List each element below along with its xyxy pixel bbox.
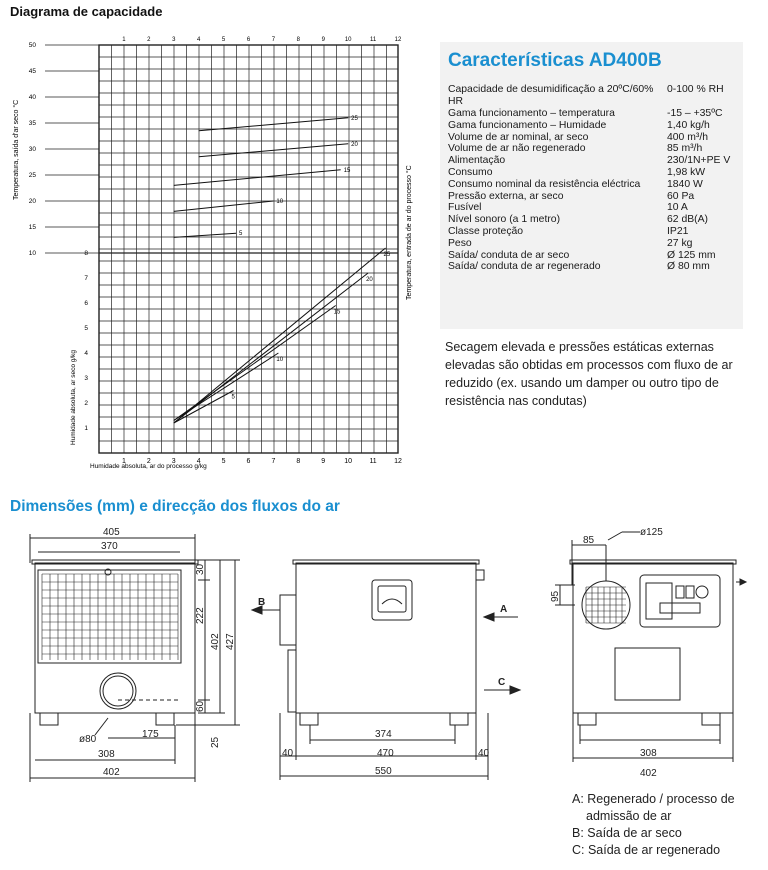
back-view [555, 532, 746, 762]
left-tick-label: 4 [84, 350, 88, 357]
bottom-tick-label: 8 [296, 458, 301, 465]
left-tick-label: 20 [28, 198, 36, 205]
label-b: B [258, 597, 266, 608]
top-ticks [122, 37, 402, 43]
left-tick-label: 5 [84, 325, 88, 332]
spec-label: Fusível [448, 202, 482, 214]
dim-85: 85 [583, 535, 595, 546]
top-tick-label: 8 [296, 37, 301, 43]
left-tick-label: 3 [84, 375, 88, 382]
left-tick-label: 15 [28, 224, 36, 231]
lower-curve [174, 391, 234, 424]
left-tick-label: 7 [84, 275, 88, 282]
flow-legend [572, 791, 735, 859]
spec-label: Capacidade de desumidificação a 20ºC/60% HR [448, 84, 654, 107]
top-tick-label: 7 [271, 37, 276, 43]
dim-370: 370 [101, 541, 118, 552]
dim-30: 30 [195, 563, 206, 575]
label-a: A [500, 604, 508, 615]
note-text: Secagem elevada e pressões estáticas externas elevadas são obtidas em processos com fluxo de ar reduzido (ex. usando um damper ou outro tipo de resistência nas condutas) [445, 340, 733, 408]
left-ticks [29, 42, 99, 432]
dim-phi125: ø125 [640, 527, 663, 538]
lower-left-axis-label: Humidade absoluta, ar seco g/kg [70, 349, 77, 445]
upper-curve [174, 201, 274, 211]
dimension-drawings [0, 520, 768, 790]
top-tick-label: 3 [172, 37, 176, 43]
left-tick-label: 50 [28, 42, 36, 49]
dim-308b: 308 [640, 748, 657, 759]
dim-308: 308 [98, 749, 115, 760]
bottom-tick-label: 2 [146, 458, 151, 465]
top-tick-label: 2 [147, 37, 151, 43]
dim-25: 25 [210, 736, 221, 748]
lower-curve [174, 273, 368, 423]
spec-label: Gama funcionamento – Humidade [448, 119, 607, 131]
left-tick-label: 30 [28, 146, 36, 153]
dim-405: 405 [103, 527, 120, 538]
left-tick-label: 8 [84, 250, 88, 257]
bottom-tick-label: 4 [196, 458, 201, 465]
left-tick-label: 35 [28, 120, 36, 127]
back-grille [586, 587, 626, 623]
left-tick-label: 25 [28, 172, 36, 179]
chart-title: Diagrama de capacidade [10, 4, 163, 19]
spec-value: 85 m³/h [667, 143, 703, 155]
left-tick-label: 40 [28, 94, 36, 101]
dim-phi80: ø80 [79, 734, 97, 745]
dim-402b: 402 [103, 767, 120, 778]
legend-a-cont: admissão de ar [586, 809, 672, 823]
left-tick-label: 45 [28, 68, 36, 75]
upper-curve-label: 20 [351, 141, 358, 148]
spec-value: 1,98 kW [667, 167, 706, 178]
left-tick-label: 6 [84, 300, 88, 307]
spec-value: Ø 80 mm [667, 261, 710, 273]
lower-curve-label: 5 [231, 394, 235, 401]
spec-title: Características AD400B [448, 50, 662, 71]
dim-550: 550 [375, 766, 392, 777]
bottom-tick-label: 7 [271, 458, 276, 465]
dimensions-title: Dimensões (mm) e direcção dos fluxos do ar [10, 498, 340, 515]
dim-402: 402 [210, 633, 221, 650]
lower-curve [174, 353, 279, 421]
top-tick-label: 1 [122, 37, 126, 43]
dim-427: 427 [225, 633, 236, 650]
lower-curve-label: 15 [333, 309, 341, 316]
capacity-chart [0, 22, 425, 477]
front-view [30, 534, 240, 782]
dim-222: 222 [195, 607, 206, 624]
spec-label: Volume de ar não regenerado [448, 143, 586, 155]
front-grille [42, 574, 178, 660]
spec-label: Gama funcionamento – temperatura [448, 108, 615, 119]
dim-60: 60 [195, 700, 206, 712]
bottom-tick-label: 6 [246, 458, 251, 465]
chart-curves [174, 116, 391, 423]
spec-value: -15 – +35ºC [667, 108, 723, 119]
spec-value: Ø 125 mm [667, 249, 716, 261]
spec-value: 230/1N+PE V [667, 155, 731, 167]
left-tick-label: 10 [28, 250, 36, 257]
lower-curve-label: 20 [366, 277, 373, 283]
upper-curve-label: 15 [343, 167, 351, 174]
bottom-tick-label: 9 [321, 458, 326, 465]
top-tick-label: 9 [321, 37, 325, 43]
label-c: C [498, 677, 506, 688]
spec-label: Peso [448, 237, 472, 249]
top-tick-label: 12 [394, 37, 402, 43]
upper-curve-label: 10 [276, 199, 284, 205]
upper-curve-label: 25 [351, 115, 358, 122]
dim-40b: 40 [478, 748, 490, 759]
spec-label: Saída/ conduta de ar regenerado [448, 261, 601, 273]
bottom-tick-label: 12 [394, 458, 402, 465]
dim-40a: 40 [282, 748, 294, 759]
dim-402c: 402 [640, 768, 657, 779]
spec-value: 62 dB(A) [667, 214, 709, 226]
spec-label: Consumo [448, 167, 493, 178]
bottom-tick-label: 11 [369, 458, 377, 465]
dim-470: 470 [377, 748, 394, 759]
left-tick-label: 2 [84, 400, 88, 407]
lower-curve [174, 248, 386, 423]
left-tick-label: 1 [84, 425, 88, 432]
bottom-tick-label: 1 [121, 458, 126, 465]
bottom-tick-label: 3 [171, 458, 176, 465]
bottom-tick-label: 5 [221, 458, 226, 465]
top-tick-label: 11 [369, 37, 377, 43]
spec-value: IP21 [667, 226, 689, 237]
top-tick-label: 5 [221, 37, 226, 43]
dim-175: 175 [142, 729, 159, 740]
left-axis-label: Temperatura, saída d'ar seco °C [13, 99, 20, 200]
spec-value: 1840 W [667, 178, 703, 190]
spec-value: 400 m³/h [667, 131, 709, 143]
spec-label: Classe proteção [448, 226, 524, 237]
spec-label: Alimentação [448, 155, 506, 167]
spec-value: 1,40 kg/h [667, 119, 710, 131]
chart-grid [99, 45, 398, 453]
spec-label: Volume de ar nominal, ar seco [448, 131, 589, 143]
top-tick-label: 6 [246, 37, 251, 43]
spec-label: Consumo nominal da resistência eléctrica [448, 178, 641, 190]
spec-panel [440, 42, 743, 329]
spec-value: 60 Pa [667, 190, 695, 202]
top-tick-label: 10 [344, 37, 352, 43]
x-axis-label: Humidade absoluta, ar do processo g/kg [90, 463, 207, 470]
side-view [252, 560, 520, 780]
top-tick-label: 4 [196, 37, 201, 43]
spec-value: 27 kg [667, 237, 693, 249]
dim-95: 95 [550, 590, 561, 602]
legend-a: A: Regenerado / processo de [572, 792, 735, 806]
spec-label: Saída/ conduta de ar seco [448, 249, 570, 261]
spec-label: Nível sonoro (a 1 metro) [448, 214, 561, 226]
upper-curve [199, 144, 348, 157]
spec-value: 10 A [667, 202, 688, 214]
upper-curve-label: 5 [239, 231, 243, 238]
bottom-tick-label: 10 [344, 458, 353, 465]
dim-374: 374 [375, 729, 392, 740]
lower-curve-label: 10 [276, 357, 284, 363]
lower-curve-label: 25 [383, 252, 391, 258]
right-axis-label: Temperatura, entrada de ar do processo °C [406, 165, 413, 300]
spec-value: 0-100 % RH [667, 84, 724, 95]
legend-b: B: Saída de ar seco [572, 826, 682, 840]
spec-label: Pressão externa, ar seco [448, 190, 564, 202]
legend-c: C: Saída de ar regenerado [572, 843, 721, 857]
